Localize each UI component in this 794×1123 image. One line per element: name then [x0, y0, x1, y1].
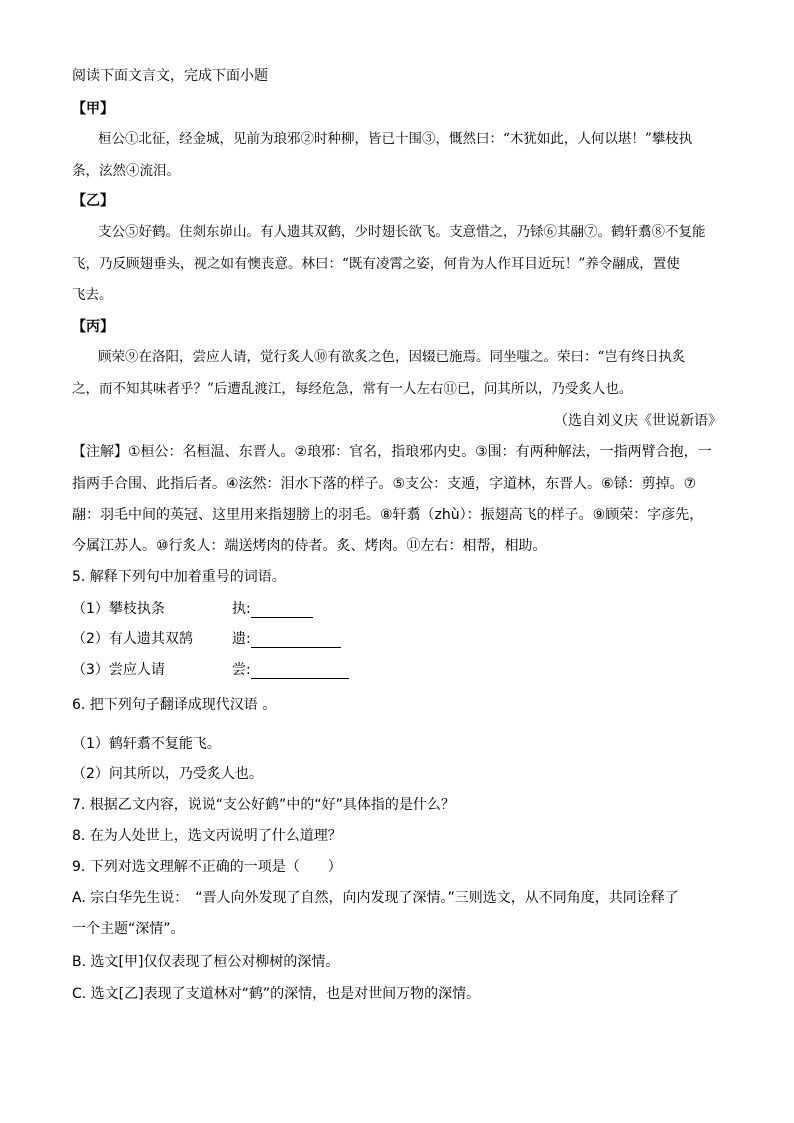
section-yi-label: 【乙】 — [72, 193, 114, 209]
question-5-item — [72, 630, 193, 648]
answer-blank[interactable] — [251, 603, 313, 618]
question-5-answer — [232, 661, 349, 679]
question-5-item-text: （2）有人遗其双鹄 — [72, 631, 193, 647]
question-9-option-a-line-2: 一个主题“深情”。 — [72, 921, 185, 937]
jia-text-line-2: 条，泫然④流泪。 — [72, 163, 180, 179]
question-5-answer — [232, 600, 313, 618]
question-6-sentence-1: （1）鹤轩翥不复能飞。 — [72, 736, 221, 752]
question-5-item — [72, 600, 165, 618]
question-5-answer-label: 遗: — [232, 631, 251, 647]
bing-text-line-1: 顾荣⑨在洛阳，尝应人请，觉行炙人⑩有欲炙之色，因辍已施焉。同坐嗤之。荣曰：“岂有终日执炙 — [98, 349, 686, 365]
yi-text-line-1: 支公⑤好鹤。住剡东峁山。有人遗其双鹤，少时翅长欲飞。支意惜之，乃铩⑥其翮⑦。鹤轩翥⑧不复能 — [98, 224, 706, 240]
section-bing-label: 【丙】 — [72, 319, 114, 335]
notes-line-2: 指两手合围、此指后者。④泫然：泪水下落的样子。⑤支公：支遁，字道林，东晋人。⑥铩：剪掉。⑦ — [72, 476, 697, 492]
answer-blank[interactable] — [251, 633, 341, 648]
jia-text-line-1: 桓公①北征，经金城，见前为琅邪②时种柳，皆已十围③，慨然曰：“木犹如此，人何以堪！”攀枝执 — [98, 131, 693, 147]
section-jia-label: 【甲】 — [72, 101, 114, 117]
notes-line-1: 【注解】①桓公：名桓温、东晋人。②琅邪：官名，指琅邪内史。③围：有两种解法，一指两臂合抱，一 — [72, 444, 712, 460]
instruction: 阅读下面文言文，完成下面小题 — [72, 68, 268, 84]
question-9-option-b: B. 选文[甲]仅仅表现了桓公对柳树的深情。 — [72, 954, 340, 970]
question-9-option-c: C. 选文[乙]表现了支道林对“鹤”的深情，也是对世间万物的深情。 — [72, 986, 481, 1002]
question-9-option-a-line-1: A. 宗白华先生说： “晋人向外发现了自然，向内发现了深情。”三则选文，从不同角度，共同诠释了 — [72, 890, 679, 906]
source-citation: （选自刘义庆《世说新语》 — [554, 413, 722, 429]
notes-line-4: 今属江苏人。⑩行炙人：端送烤肉的侍者。炙、烤肉。⑪左右：相帮，相助。 — [72, 538, 547, 554]
question-6-sentence-2: （2）问其所以，乃受炙人也。 — [72, 766, 263, 782]
yi-text-line-2: 飞，乃反顾翅垂头，视之如有懊丧意。林曰：“既有凌霄之姿，何肯为人作耳目近玩！”养令翮成，置使 — [72, 256, 680, 272]
question-5-answer-label: 执: — [232, 601, 251, 617]
question-5-item-text: （3）尝应人请 — [72, 662, 165, 678]
answer-blank[interactable] — [251, 664, 349, 679]
question-5-item — [72, 661, 165, 679]
bing-text-line-2: 之，而不知其味者乎？”后遭乱渡江，每经危急，常有一人左右⑪已，问其所以，乃受炙人也。 — [72, 381, 633, 397]
question-5-answer-label: 尝: — [232, 662, 251, 678]
question-5-stem: 5. 解释下列句中加着重号的词语。 — [72, 569, 286, 585]
question-6-stem: 6. 把下列句子翻译成现代汉语 。 — [72, 697, 277, 713]
question-5-answer — [232, 630, 341, 648]
notes-line-3: 翮：羽毛中间的英冠、这里用来指翅膀上的羽毛。⑧轩翥（zhù）：振翅高飞的样子。⑨顾荣：字彦先， — [72, 507, 704, 523]
question-7: 7. 根据乙文内容，说说“支公好鹤”中的“好”具体指的是什么？ — [72, 797, 455, 813]
yi-text-line-3: 飞去。 — [72, 287, 113, 303]
question-5-item-text: （1）攀枝执条 — [72, 601, 165, 617]
question-9-stem: 9. 下列对选文理解不正确的一项是（ ） — [72, 859, 342, 875]
question-8: 8. 在为人处世上，选文丙说明了什么道理？ — [72, 828, 342, 844]
